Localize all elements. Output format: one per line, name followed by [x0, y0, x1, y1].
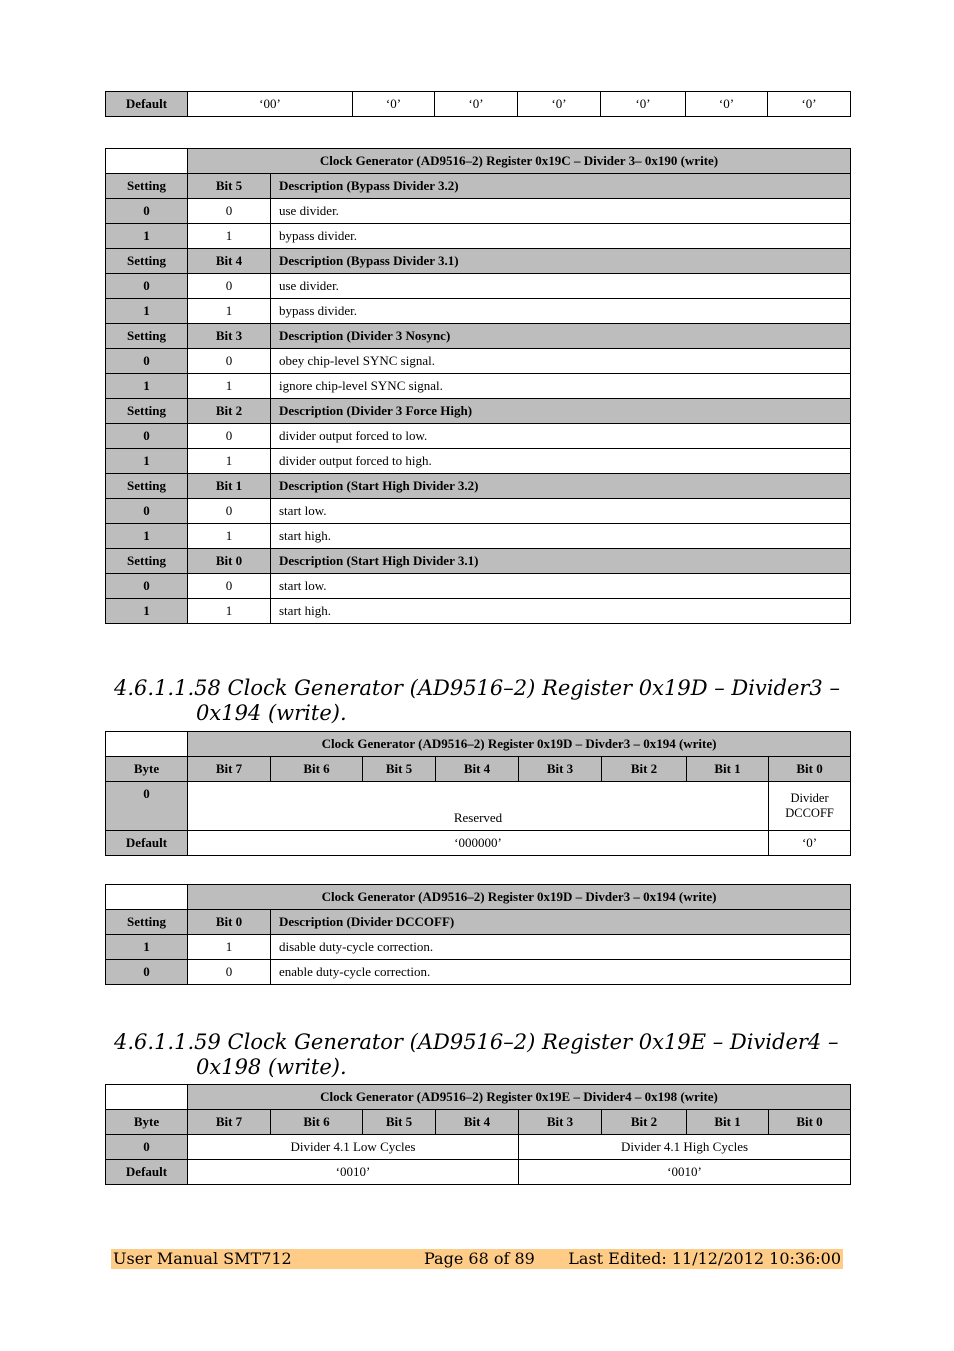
bit-value: 0 [188, 960, 271, 985]
footer-page-number: Page 68 of 89 [424, 1249, 535, 1268]
table-title-row [106, 885, 851, 910]
table-title: Clock Generator (AD9516–2) Register 0x19D – Divder3 – 0x194 (write) [188, 885, 851, 910]
bit-value: 0 [188, 274, 271, 299]
bit-value: 0 [188, 424, 271, 449]
description-header: Description (Divider 3 Force High) [271, 399, 851, 424]
setting-value: 1 [106, 599, 188, 624]
default-value: ‘000000’ [188, 831, 769, 856]
byte-row [106, 782, 851, 831]
group-header-row [106, 549, 851, 574]
bit-value: 1 [188, 224, 271, 249]
description-text: bypass divider. [271, 224, 851, 249]
table-row [106, 449, 851, 474]
register-19d-desc-table [105, 884, 851, 985]
bit-value: 0 [188, 199, 271, 224]
bit-header: Bit 1 [687, 757, 769, 782]
bit-header: Bit 7 [188, 757, 271, 782]
byte-row [106, 1135, 851, 1160]
bit-header: Bit 5 [363, 1110, 436, 1135]
bit-header: Bit 4 [436, 757, 519, 782]
setting-value: 0 [106, 574, 188, 599]
byte-value: 0 [106, 1135, 188, 1160]
description-text: use divider. [271, 274, 851, 299]
setting-value: 1 [106, 224, 188, 249]
footer-last-edited: Last Edited: 11/12/2012 10:36:00 [568, 1249, 841, 1268]
group-header-row [106, 399, 851, 424]
description-text: disable duty-cycle correction. [271, 935, 851, 960]
table-title: Clock Generator (AD9516–2) Register 0x19C – Divider 3– 0x190 (write) [188, 149, 851, 174]
table-row [106, 374, 851, 399]
bit-header: Bit 2 [602, 1110, 687, 1135]
default-label: Default [106, 1160, 188, 1185]
description-header: Description (Bypass Divider 3.1) [271, 249, 851, 274]
description-text: start high. [271, 524, 851, 549]
byte-header: Byte [106, 1110, 188, 1135]
bit-value: 1 [188, 599, 271, 624]
bit-value: 1 [188, 524, 271, 549]
description-header: Description (Start High Divider 3.2) [271, 474, 851, 499]
description-header: Description (Divider 3 Nosync) [271, 324, 851, 349]
setting-header: Setting [106, 910, 188, 935]
setting-value: 1 [106, 374, 188, 399]
group-header-row [106, 474, 851, 499]
description-text: use divider. [271, 199, 851, 224]
setting-value: 0 [106, 499, 188, 524]
table-row [106, 499, 851, 524]
setting-header: Setting [106, 474, 188, 499]
description-text: start low. [271, 574, 851, 599]
table-row [106, 424, 851, 449]
description-text: bypass divider. [271, 299, 851, 324]
description-header: Description (Start High Divider 3.1) [271, 549, 851, 574]
table-row [106, 935, 851, 960]
top-default-table [105, 91, 851, 117]
setting-value: 1 [106, 935, 188, 960]
bit-value: 1 [188, 374, 271, 399]
bit-header: Bit 5 [363, 757, 436, 782]
table-row [106, 199, 851, 224]
corner-cell [106, 885, 188, 910]
bit-header: Bit 0 [769, 1110, 851, 1135]
default-value: ‘0’ [601, 92, 686, 117]
bit-header: Bit 5 [188, 174, 271, 199]
default-value: ‘0010’ [519, 1160, 851, 1185]
default-value: ‘0’ [435, 92, 518, 117]
heading-line: 4.6.1.1.59 Clock Generator (AD9516–2) Register 0x19E – Divider4 – [114, 1030, 839, 1054]
register-19c-table [105, 148, 851, 624]
register-19d-bit-table [105, 731, 851, 856]
table-title-row [106, 1085, 851, 1110]
dccoff-field [769, 782, 851, 831]
description-text: start low. [271, 499, 851, 524]
group-header-row [106, 910, 851, 935]
default-value: ‘0’ [353, 92, 435, 117]
description-text: divider output forced to high. [271, 449, 851, 474]
bit-header-row [106, 1110, 851, 1135]
description-header: Description (Divider DCCOFF) [271, 910, 851, 935]
setting-value: 1 [106, 524, 188, 549]
corner-cell [106, 1085, 188, 1110]
table-title-row [106, 149, 851, 174]
description-text: ignore chip-level SYNC signal. [271, 374, 851, 399]
description-header: Description (Bypass Divider 3.2) [271, 174, 851, 199]
default-value: ‘0’ [768, 92, 851, 117]
setting-value: 0 [106, 199, 188, 224]
description-text: obey chip-level SYNC signal. [271, 349, 851, 374]
corner-cell [106, 732, 188, 757]
description-text: enable duty-cycle correction. [271, 960, 851, 985]
setting-value: 0 [106, 424, 188, 449]
bit-header: Bit 4 [188, 249, 271, 274]
field-name-line: DCCOFF [785, 806, 834, 820]
setting-header: Setting [106, 399, 188, 424]
bit-header: Bit 3 [519, 1110, 602, 1135]
section-heading-59 [114, 1030, 844, 1080]
table-row [106, 960, 851, 985]
heading-line: 4.6.1.1.58 Clock Generator (AD9516–2) Register 0x19D – Divider3 – [114, 676, 840, 700]
setting-value: 1 [106, 449, 188, 474]
bit-header: Bit 4 [436, 1110, 519, 1135]
table-body [106, 174, 851, 624]
table-title: Clock Generator (AD9516–2) Register 0x19E – Divider4 – 0x198 (write) [188, 1085, 851, 1110]
default-value: ‘0’ [686, 92, 768, 117]
default-label: Default [106, 92, 188, 117]
bit-value: 1 [188, 299, 271, 324]
corner-cell [106, 149, 188, 174]
setting-header: Setting [106, 174, 188, 199]
heading-line: 0x194 (write). [196, 701, 347, 725]
setting-header: Setting [106, 324, 188, 349]
default-value: ‘0’ [518, 92, 601, 117]
field-name-line: Divider [790, 791, 829, 805]
setting-header: Setting [106, 549, 188, 574]
byte-header: Byte [106, 757, 188, 782]
bit-header: Bit 0 [188, 549, 271, 574]
table-row [106, 299, 851, 324]
bit-value: 0 [188, 499, 271, 524]
table-row [106, 524, 851, 549]
table-title-row [106, 732, 851, 757]
setting-value: 0 [106, 349, 188, 374]
table-title: Clock Generator (AD9516–2) Register 0x19D – Divder3 – 0x194 (write) [188, 732, 851, 757]
group-header-row [106, 324, 851, 349]
page-footer [111, 1249, 843, 1269]
byte-value: 0 [106, 782, 188, 831]
register-19e-bit-table [105, 1084, 851, 1185]
description-text: divider output forced to low. [271, 424, 851, 449]
default-value: ‘00’ [188, 92, 353, 117]
default-value: ‘0010’ [188, 1160, 519, 1185]
table-row [106, 599, 851, 624]
bit-value: 0 [188, 574, 271, 599]
section-heading-58 [114, 676, 844, 726]
setting-value: 0 [106, 274, 188, 299]
bit-header: Bit 1 [188, 474, 271, 499]
default-row [106, 1160, 851, 1185]
footer-manual-name: User Manual SMT712 [113, 1249, 292, 1268]
bit-header-row [106, 757, 851, 782]
reserved-field: Reserved [188, 782, 769, 831]
setting-value: 0 [106, 960, 188, 985]
low-cycles-field: Divider 4.1 Low Cycles [188, 1135, 519, 1160]
bit-header: Bit 2 [188, 399, 271, 424]
group-header-row [106, 249, 851, 274]
bit-value: 1 [188, 935, 271, 960]
high-cycles-field: Divider 4.1 High Cycles [519, 1135, 851, 1160]
bit-header: Bit 0 [769, 757, 851, 782]
table-row [106, 224, 851, 249]
bit-header: Bit 3 [188, 324, 271, 349]
bit-header: Bit 6 [271, 1110, 363, 1135]
bit-header: Bit 7 [188, 1110, 271, 1135]
table-row [106, 574, 851, 599]
setting-value: 1 [106, 299, 188, 324]
table-row [106, 274, 851, 299]
heading-line: 0x198 (write). [196, 1055, 347, 1079]
bit-value: 1 [188, 449, 271, 474]
table-row [106, 349, 851, 374]
default-row [106, 92, 851, 117]
default-row [106, 831, 851, 856]
default-value: ‘0’ [769, 831, 851, 856]
bit-header: Bit 0 [188, 910, 271, 935]
bit-value: 0 [188, 349, 271, 374]
group-header-row [106, 174, 851, 199]
default-label: Default [106, 831, 188, 856]
description-text: start high. [271, 599, 851, 624]
bit-header: Bit 3 [519, 757, 602, 782]
bit-header: Bit 6 [271, 757, 363, 782]
bit-header: Bit 1 [687, 1110, 769, 1135]
bit-header: Bit 2 [602, 757, 687, 782]
setting-header: Setting [106, 249, 188, 274]
